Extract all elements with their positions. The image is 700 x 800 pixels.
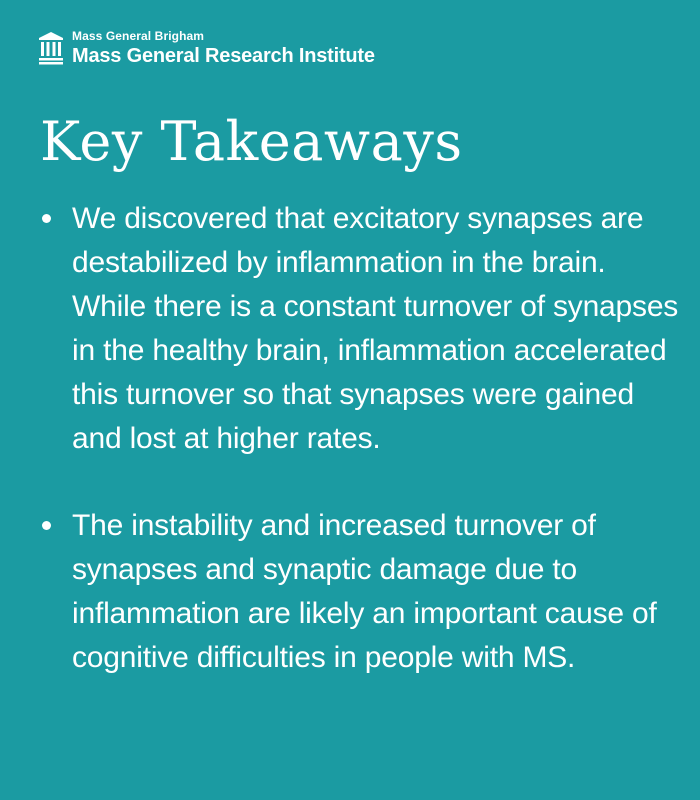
takeaways-list xyxy=(42,197,682,680)
bullet-dot-icon xyxy=(42,521,51,530)
takeaway-text: The instability and increased turnover of synapses and synaptic damage due to inflammation are likely an important cause of cognitive difficulties in people with MS. xyxy=(72,509,657,674)
takeaway-text: We discovered that excitatory synapses are destabilized by inflammation in the brain. While there is a constant turnover of synapses in the healthy brain, inflammation accelerated this turnover so that synapses were gained and lost at higher rates. xyxy=(72,202,679,455)
brand-logo xyxy=(38,30,375,66)
building-columns-icon xyxy=(38,31,64,65)
takeaway-item xyxy=(42,504,682,680)
brand-text xyxy=(72,30,375,66)
bullet-dot-icon xyxy=(42,214,51,223)
page-title: Key Takeaways xyxy=(40,110,463,173)
brand-name: Mass General Research Institute xyxy=(72,45,375,67)
takeaway-item xyxy=(42,197,682,461)
brand-parent-name: Mass General Brigham xyxy=(72,29,205,43)
